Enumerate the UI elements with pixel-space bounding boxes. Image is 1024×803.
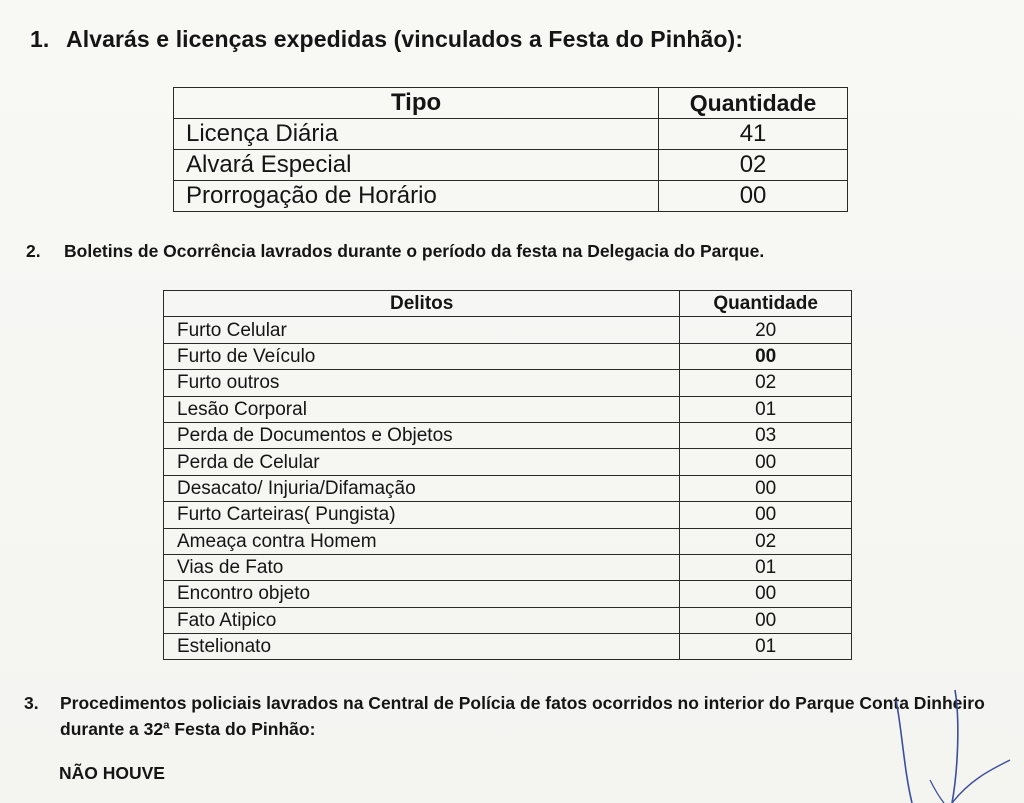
section-1-heading [30, 26, 743, 53]
table-row [164, 554, 852, 580]
quantidade-cell: 00 [680, 475, 852, 501]
quantidade-cell: 00 [659, 181, 848, 212]
section-2-title: Boletins de Ocorrência lavrados durante o período da festa na Delegacia do Parque. [64, 241, 765, 261]
delito-cell: Encontro objeto [164, 581, 680, 607]
table-row [164, 396, 852, 422]
table-row [164, 317, 852, 343]
quantidade-cell: 01 [680, 396, 852, 422]
table-row [164, 370, 852, 396]
delito-cell: Furto Celular [164, 317, 680, 343]
quantidade-cell: 41 [659, 119, 848, 150]
table-row [164, 634, 852, 660]
column-header-tipo: Tipo [174, 88, 659, 119]
tipo-cell: Prorrogação de Horário [174, 181, 659, 212]
tipo-cell: Alvará Especial [174, 150, 659, 181]
table-header-row [174, 88, 848, 119]
delito-cell: Estelionato [164, 634, 680, 660]
table-row [174, 119, 848, 150]
section-3-title: Procedimentos policiais lavrados na Central de Polícia de fatos ocorridos no interior do Parque Conta Dinheiro durante a 32ª Festa do Pinhão: [60, 693, 985, 739]
section-1-title: Alvarás e licenças expedidas (vinculados a Festa do Pinhão): [66, 26, 744, 52]
delito-cell: Perda de Documentos e Objetos [164, 422, 680, 448]
delito-cell: Furto de Veículo [164, 343, 680, 369]
licenses-table [173, 87, 848, 212]
quantidade-cell: 00 [680, 502, 852, 528]
section-1-number: 1. [30, 26, 50, 52]
section-3-result: NÃO HOUVE [59, 763, 165, 783]
quantidade-cell: 01 [680, 554, 852, 580]
delito-cell: Fato Atipico [164, 607, 680, 633]
column-header-quantidade: Quantidade [680, 291, 852, 317]
table-row [164, 607, 852, 633]
table-row [174, 181, 848, 212]
tipo-cell: Licença Diária [174, 119, 659, 150]
column-header-delitos: Delitos [164, 291, 680, 317]
table-row [174, 150, 848, 181]
delito-cell: Vias de Fato [164, 554, 680, 580]
delito-cell: Furto outros [164, 370, 680, 396]
section-2-number: 2. [26, 241, 41, 261]
delito-cell: Perda de Celular [164, 449, 680, 475]
table-header-row [164, 291, 852, 317]
table-row [164, 502, 852, 528]
quantidade-cell: 00 [680, 449, 852, 475]
quantidade-cell: 00 [680, 343, 852, 369]
quantidade-cell: 02 [680, 528, 852, 554]
delito-cell: Ameaça contra Homem [164, 528, 680, 554]
table-row [164, 422, 852, 448]
quantidade-cell: 03 [680, 422, 852, 448]
quantidade-cell: 20 [680, 317, 852, 343]
quantidade-cell: 02 [659, 150, 848, 181]
quantidade-cell: 00 [680, 581, 852, 607]
table-row [164, 528, 852, 554]
column-header-quantidade: Quantidade [659, 88, 848, 119]
table-row [164, 343, 852, 369]
section-3-heading [24, 690, 1014, 742]
delito-cell: Desacato/ Injuria/Difamação [164, 475, 680, 501]
delito-cell: Lesão Corporal [164, 396, 680, 422]
section-2-heading [26, 241, 764, 262]
occurrences-table [163, 290, 852, 660]
table-row [164, 581, 852, 607]
table-row [164, 449, 852, 475]
quantidade-cell: 02 [680, 370, 852, 396]
table-row [164, 475, 852, 501]
delito-cell: Furto Carteiras( Pungista) [164, 502, 680, 528]
section-3-number: 3. [24, 693, 39, 713]
quantidade-cell: 00 [680, 607, 852, 633]
quantidade-cell: 01 [680, 634, 852, 660]
